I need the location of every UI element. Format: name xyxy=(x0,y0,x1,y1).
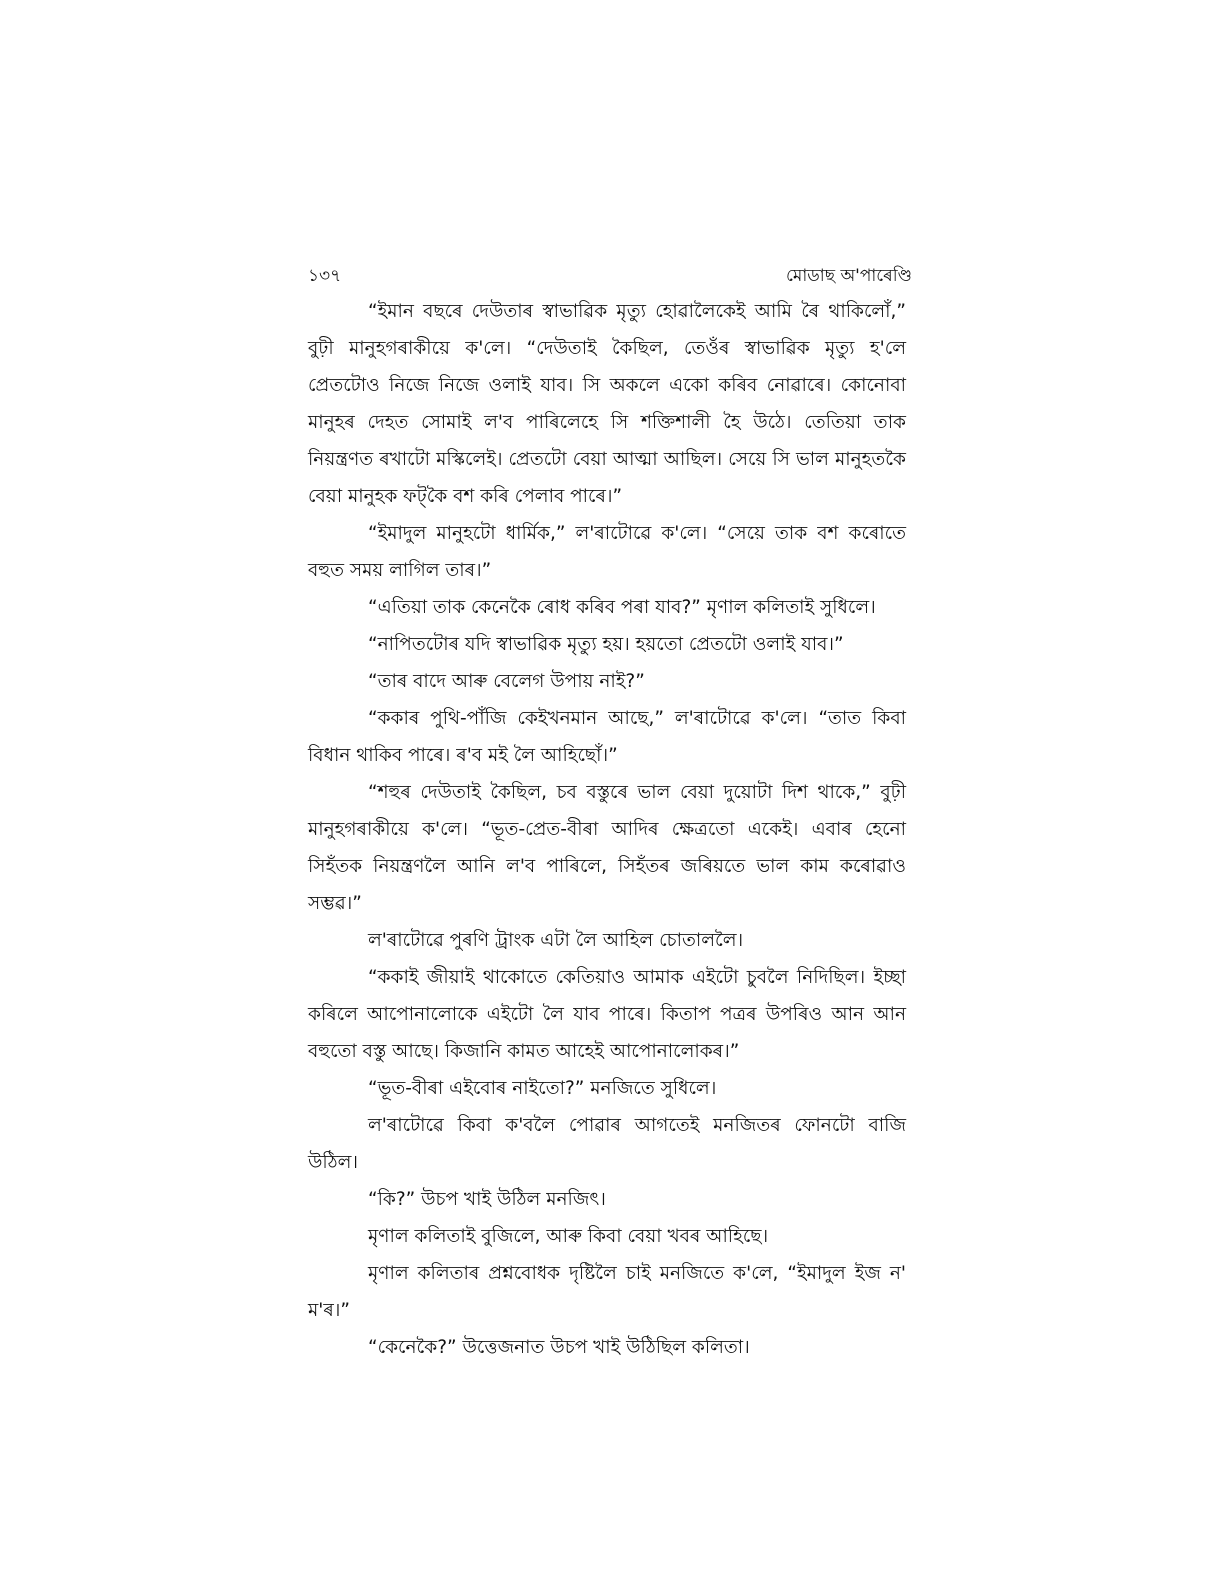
paragraph: “এতিয়া তাক কেনেকৈ ৰোধ কৰিব পৰা যাব?” মৃণাল কলিতাই সুধিলে। xyxy=(368,597,876,618)
page-number: ১৩৭ xyxy=(308,266,342,286)
paragraph: “ককাৰ পুথি-পাঁজি কেইখনমান আছে,” ল'ৰাটোৱে ক'লে। “তাত কিবা বিধান থাকিব পাৰে। ৰ'ব মই লৈ আহিছোঁ।” xyxy=(308,708,906,766)
paragraph: “তাৰ বাদে আৰু বেলেগ উপায় নাই?” xyxy=(368,671,645,692)
paragraph: “ইমাদুল মানুহটো ধাৰ্মিক,” ল'ৰাটোৱে ক'লে। “সেয়ে তাক বশ কৰোতে বহুত সময় লাগিল তাৰ।” xyxy=(308,523,906,581)
paragraph: “কেনেকৈ?” উত্তেজনাত উচপ খাই উঠিছিল কলিতা। xyxy=(368,1337,750,1358)
paragraph: মৃণাল কলিতাৰ প্ৰশ্নবোধক দৃষ্টিলৈ চাই মনজিতে ক'লে, “ইমাদুল ইজ ন' ম'ৰ।” xyxy=(308,1263,906,1321)
paragraph: “ককাই জীয়াই থাকোতে কেতিয়াও আমাক এইটো চুবলৈ নিদিছিল। ইচ্ছা কৰিলে আপোনালোকে এইটো লৈ যাব পাৰে। কিতাপ পত্ৰৰ উপৰিও আন আন বহুতো বস্তু আছে। কিজানি কামত আহেই আপোনালোকৰ।” xyxy=(308,967,906,1062)
paragraph: ল'ৰাটোৱে কিবা ক'বলৈ পোৱাৰ আগতেই মনজিতৰ ফোনটো বাজি উঠিল। xyxy=(308,1115,906,1173)
body-text xyxy=(308,293,906,1366)
paragraph: ল'ৰাটোৱে পুৰণি ট্ৰাংক এটা লৈ আহিল চোতাললৈ। xyxy=(368,930,744,951)
paragraph: “শহুৰ দেউতাই কৈছিল, চব বস্তুৰে ভাল বেয়া দুয়োটা দিশ থাকে,” বুঢ়ী মানুহগৰাকীয়ে ক'লে। “ভূত-প্ৰেত-বীৰা আদিৰ ক্ষেত্ৰতো একেই। এবাৰ হেনো সিহঁতক নিয়ন্ত্ৰণলৈ আনি ল'ব পাৰিলে, সিহঁতৰ জৰিয়তে ভাল কাম কৰোৱাও সম্ভৱ।” xyxy=(308,782,906,914)
running-title: মোডাছ অ'পাৰেণ্ডি xyxy=(786,266,912,286)
book-page xyxy=(308,262,912,1366)
paragraph: “নাপিতটোৰ যদি স্বাভাৱিক মৃত্যু হয়। হয়তো প্ৰেতটো ওলাই যাব।” xyxy=(368,634,844,655)
paragraph: মৃণাল কলিতাই বুজিলে, আৰু কিবা বেয়া খবৰ আহিছে। xyxy=(368,1226,769,1247)
paragraph: “কি?” উচপ খাই উঠিল মনজিৎ। xyxy=(368,1189,606,1210)
paragraph: “ইমান বছৰে দেউতাৰ স্বাভাৱিক মৃত্যু হোৱালৈকেই আমি ৰৈ থাকিলোঁ,” বুঢ়ী মানুহগৰাকীয়ে ক'লে। “দেউতাই কৈছিল, তেওঁৰ স্বাভাৱিক মৃত্যু হ'লে প্ৰেতটোও নিজে নিজে ওলাই যাব। সি অকলে একো কৰিব নোৱাৰে। কোনোবা মানুহৰ দেহত সোমাই ল'ব পাৰিলেহে সি শক্তিশালী হৈ উঠে। তেতিয়া তাক নিয়ন্ত্ৰণত ৰখাটো মস্কিলেই। প্ৰেতটো বেয়া আত্মা আছিল। সেয়ে সি ভাল মানুহতকৈ বেয়া মানুহক ফট্‌কৈ বশ কৰি পেলাব পাৰে।” xyxy=(308,301,906,507)
paragraph: “ভূত-বীৰা এইবোৰ নাইতো?” মনজিতে সুধিলে। xyxy=(368,1078,717,1099)
running-head xyxy=(308,262,912,290)
